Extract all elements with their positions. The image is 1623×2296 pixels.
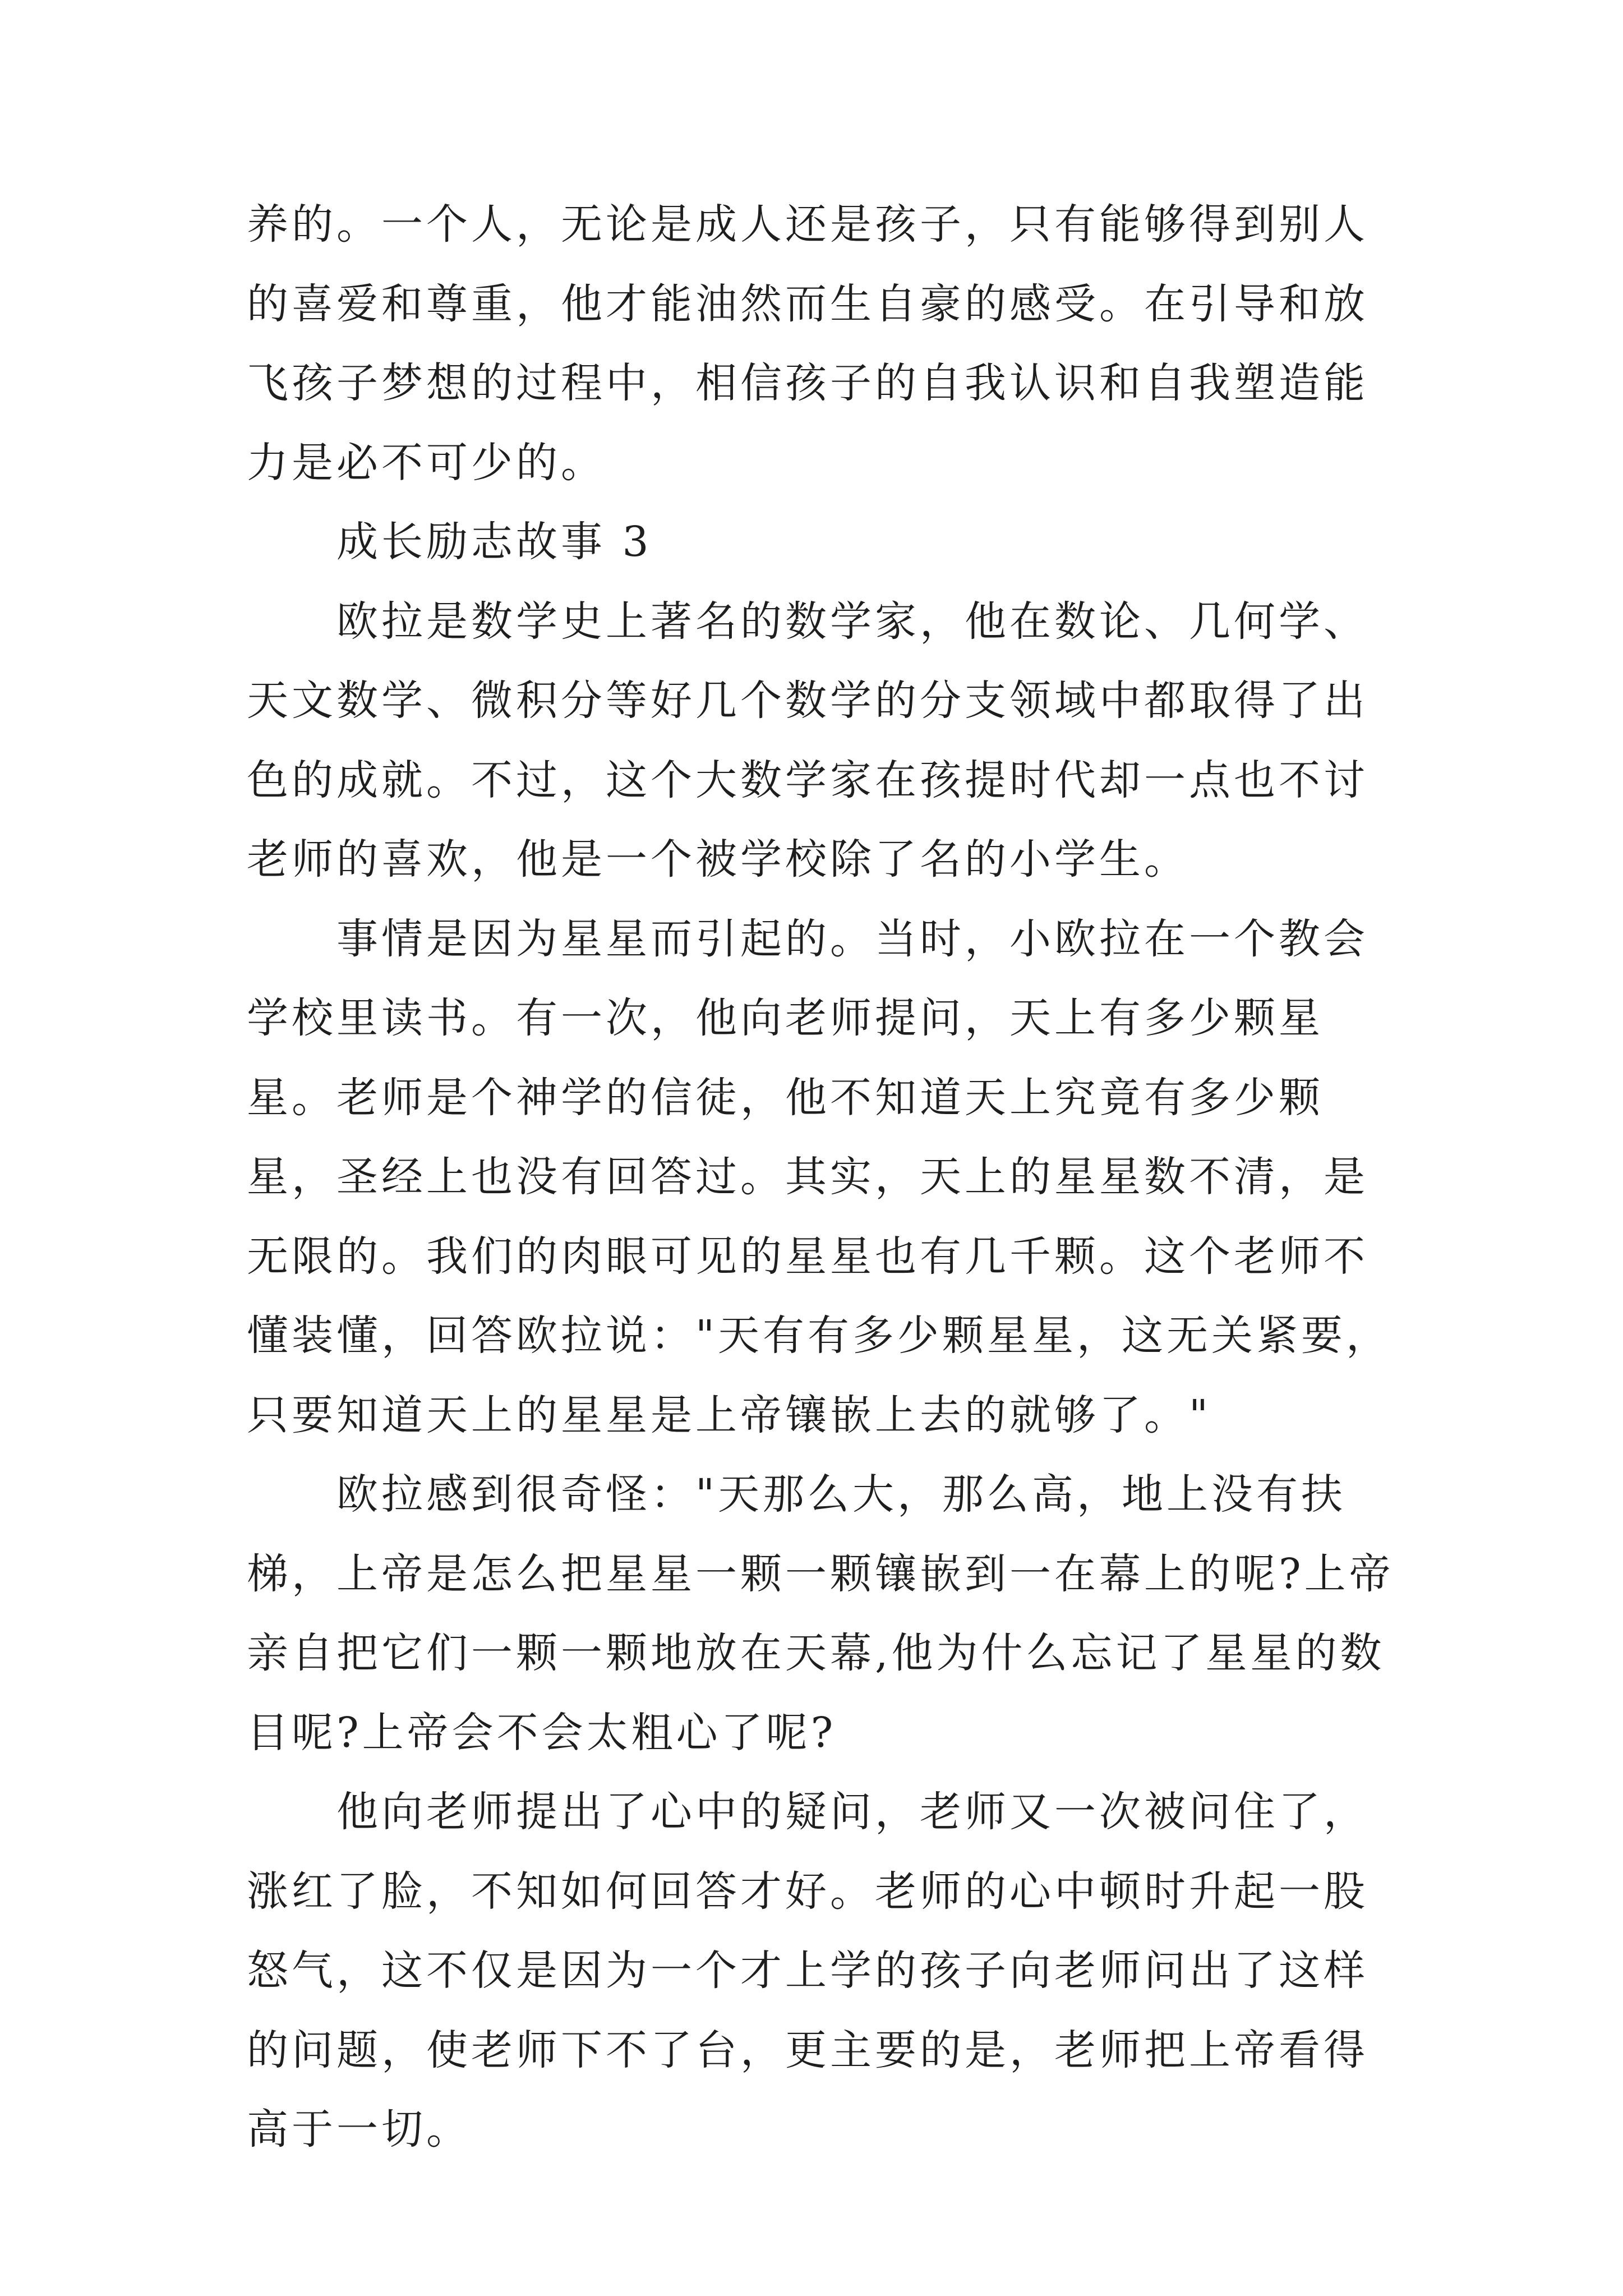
paragraph-4: 欧拉感到很奇怪："天那么大，那么高，地上没有扶梯，上帝是怎么把星星一颗一颗镶嵌到一在幕上的呢?上帝亲自把它们一颗一颗地放在天幕,他为什么忘记了星星的数目呢?上帝会不会太粗心了呢? — [247, 1470, 1394, 1757]
paragraph-3: 事情是因为星星而引起的。当时，小欧拉在一个教会学校里读书。有一次，他向老师提问，天上有多少颗星星。老师是个神学的信徒，他不知道天上究竟有多少颗星，圣经上也没有回答过。其实，天上的星星数不清，是无限的。我们的肉眼可见的星星也有几千颗。这个老师不懂装懂，回答欧拉说："天有有多少颗星星，这无关紧要，只要知道天上的星星是上帝镶嵌上去的就够了。" — [247, 914, 1391, 1439]
section-heading: 成长励志故事 3 — [336, 518, 652, 566]
paragraph-2: 欧拉是数学史上著名的数学家，他在数论、几何学、天文数学、微积分等好几个数学的分支领域中都取得了出色的成就。不过，这个大数学家在孩提时代却一点也不讨老师的喜欢，他是一个被学校除了名的小学生。 — [247, 597, 1368, 884]
paragraph-1: 养的。一个人，无论是成人还是孩子，只有能够得到别人的喜爱和尊重，他才能油然而生自豪的感受。在引导和放飞孩子梦想的过程中，相信孩子的自我认识和自我塑造能力是必不可少的。 — [247, 200, 1368, 487]
paragraph-5: 他向老师提出了心中的疑问，老师又一次被问住了，涨红了脸，不知如何回答才好。老师的心中顿时升起一股怒气，这不仅是因为一个才上学的孩子向老师问出了这样的问题，使老师下不了台，更主要的是，老师把上帝看得高于一切。 — [247, 1788, 1368, 2154]
document-body — [247, 185, 1396, 2170]
